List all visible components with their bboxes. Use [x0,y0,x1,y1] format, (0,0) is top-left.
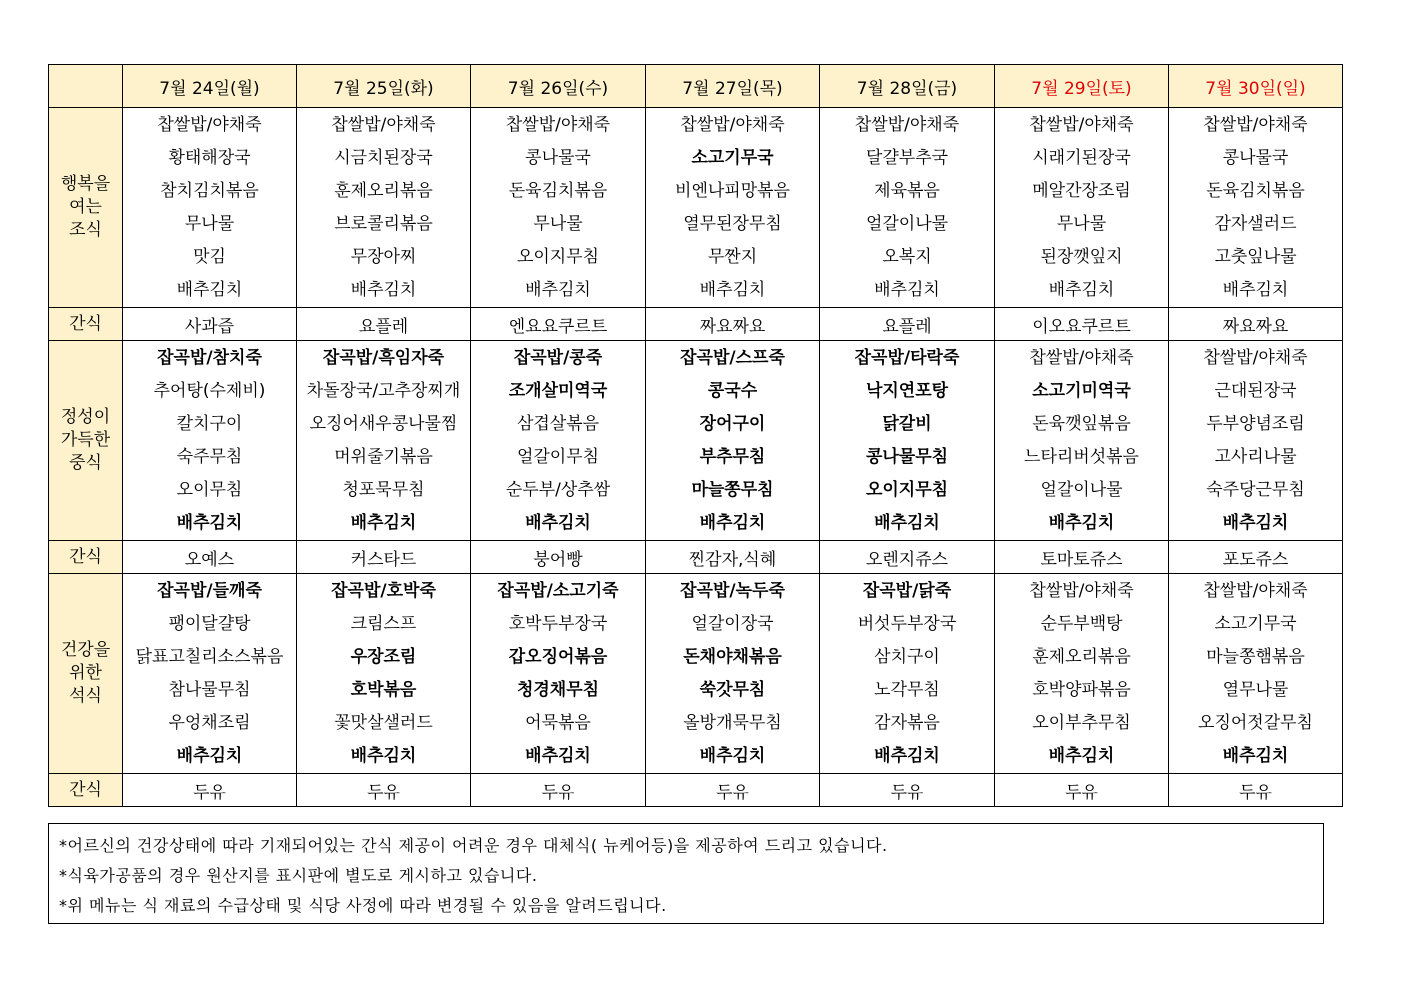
snack-cell: 토마토쥬스 [995,541,1169,574]
menu-item: 황태해장국 [168,148,251,168]
menu-item: 올방개묵무침 [683,713,782,733]
menu-item: 메알간장조림 [1032,181,1131,201]
menu-item: 차돌장국/고추장찌개 [306,381,461,401]
menu-item: 조개살미역국 [508,381,608,401]
note-line: *식육가공품의 경우 원산지를 표시판에 별도로 게시하고 있습니다. [59,866,538,885]
menu-item: 시래기된장국 [1032,148,1131,168]
menu-item: 감자볶음 [874,713,940,733]
menu-item: 무나물 [184,214,235,234]
menu-item: 배추김치 [525,746,591,766]
day-header: 7월 30일(일) [1169,65,1343,108]
menu-item: 꽃맛살샐러드 [334,713,433,733]
menu-item: 배추김치 [176,746,243,766]
menu-item: 찹쌀밥/야채죽 [1203,115,1308,135]
day-header: 7월 25일(화) [297,65,471,108]
note-line: *어르신의 건강상태에 따라 기재되어있는 간식 제공이 어려운 경우 대체식( 뉴케어등)을 제공하여 드리고 있습니다. [59,836,888,855]
menu-item: 배추김치 [350,280,417,300]
meal-cell [646,341,820,541]
menu-item: 무나물 [533,214,583,234]
snack-label: 간식 [49,541,123,574]
menu-item: 숙주당근무침 [1206,480,1305,500]
menu-item: 배추김치 [699,513,766,533]
menu-item: 잡곡밥/녹두죽 [680,581,785,601]
menu-item: 콩나물국 [1222,148,1289,168]
menu-item: 삼겹살볶음 [516,414,600,434]
snack-cell: 오렌지쥬스 [820,541,995,574]
snack-cell: 두유 [995,774,1169,807]
meal-cell [297,108,471,308]
menu-item: 잡곡밥/들깨죽 [157,581,262,601]
meal-label: 정성이 가득한 중식 [49,341,123,541]
menu-item: 오이지무침 [516,247,600,267]
menu-item: 호박양파볶음 [1032,680,1131,700]
snack-cell: 짜요짜요 [646,308,820,341]
meal-label: 행복을 여는 조식 [49,108,123,308]
menu-item: 소고기미역국 [1032,381,1131,401]
meal-cell [471,574,646,774]
snack-cell: 두유 [123,774,297,807]
menu-item: 찹쌀밥/야채죽 [680,115,785,135]
meal-cell [995,341,1169,541]
menu-item: 두부양념조림 [1206,414,1305,434]
meal-cell [995,574,1169,774]
day-header: 7월 26일(수) [471,65,646,108]
meal-cell [646,108,820,308]
menu-item: 훈제오리볶음 [1032,647,1131,667]
menu-item: 잡곡밥/스프죽 [680,348,785,368]
menu-item: 쑥갓무침 [699,680,766,700]
meal-cell [646,574,820,774]
menu-item: 찹쌀밥/야채죽 [157,115,262,135]
menu-item: 배추김치 [1222,513,1289,533]
meal-cell [820,108,995,308]
menu-item: 칼치구이 [176,414,243,434]
menu-item: 버섯두부장국 [857,614,957,634]
menu-item: 순두부/상추쌈 [505,480,611,500]
menu-item: 마늘쫑햄볶음 [1206,647,1305,667]
menu-item: 훈제오리볶음 [334,181,433,201]
meal-cell [123,341,297,541]
menu-item: 오이지무침 [865,480,949,500]
menu-item: 팽이달걀탕 [168,614,251,634]
menu-item: 배추김치 [350,746,417,766]
menu-item: 콩국수 [707,381,758,401]
snack-cell: 찐감자,식혜 [646,541,820,574]
menu-item: 숙주무침 [176,447,243,467]
menu-item: 찹쌀밥/야채죽 [1029,581,1134,601]
menu-item: 머위줄기볶음 [334,447,433,467]
menu-item: 얼갈이나물 [865,214,949,234]
menu-item: 돈육김치볶음 [1206,181,1305,201]
menu-item: 찹쌀밥/야채죽 [1029,348,1134,368]
snack-cell: 오예스 [123,541,297,574]
menu-item: 얼갈이나물 [1040,480,1123,500]
menu-item: 우장조림 [350,647,417,667]
weekly-menu-table [48,64,1343,807]
note-line: *위 메뉴는 식 재료의 수급상태 및 식당 사정에 따라 변경될 수 있음을 알려드립니다. [59,896,667,915]
menu-item: 달걀부추국 [865,148,949,168]
menu-item: 오복지 [882,247,932,267]
menu-item: 호박볶음 [350,680,417,700]
menu-item: 잡곡밥/참치죽 [157,348,262,368]
snack-cell: 두유 [1169,774,1343,807]
snack-label: 간식 [49,308,123,341]
snack-cell: 두유 [471,774,646,807]
menu-item: 노각무침 [874,680,940,700]
menu-item: 얼갈이장국 [691,614,774,634]
menu-item: 무짠지 [707,247,758,267]
menu-item: 청경채무침 [516,680,600,700]
menu-item: 열무된장무침 [683,214,782,234]
menu-item: 배추김치 [1048,746,1115,766]
menu-item: 배추김치 [1222,280,1289,300]
day-header: 7월 29일(토) [995,65,1169,108]
menu-item: 갑오징어볶음 [508,647,608,667]
meal-cell [995,108,1169,308]
day-header: 7월 28일(금) [820,65,995,108]
menu-item: 찹쌀밥/야채죽 [505,115,611,135]
menu-item: 소고기무국 [1214,614,1297,634]
menu-item: 오이무침 [176,480,243,500]
menu-item: 돈채야채볶음 [683,647,782,667]
meal-cell [471,108,646,308]
menu-item: 부추무침 [699,447,766,467]
day-header: 7월 27일(목) [646,65,820,108]
menu-item: 참치김치볶음 [160,181,259,201]
menu-item: 찹쌀밥/야채죽 [1203,348,1308,368]
snack-cell: 요플레 [820,308,995,341]
menu-item: 청포묵무침 [342,480,425,500]
menu-item: 잡곡밥/닭죽 [862,581,952,601]
menu-item: 오징어새우콩나물찜 [309,414,458,434]
snack-cell: 커스타드 [297,541,471,574]
menu-item: 잡곡밥/호박죽 [331,581,436,601]
meal-cell [123,108,297,308]
menu-item: 순두부백탕 [1040,614,1123,634]
menu-item: 찹쌀밥/야채죽 [1029,115,1134,135]
menu-item: 장어구이 [699,414,766,434]
menu-item: 감자샐러드 [1214,214,1297,234]
menu-body [49,108,1343,807]
menu-item: 배추김치 [699,746,766,766]
menu-item: 배추김치 [699,280,766,300]
menu-item: 얼갈이무침 [516,447,600,467]
snack-row [49,774,1343,807]
menu-item: 배추김치 [874,280,940,300]
menu-item: 콩나물국 [525,148,591,168]
menu-item: 브로콜리볶음 [334,214,433,234]
day-header: 7월 24일(월) [123,65,297,108]
meal-cell [820,574,995,774]
meal-cell [1169,341,1343,541]
menu-item: 우엉채조림 [168,713,251,733]
meal-cell [471,341,646,541]
menu-item: 열무나물 [1222,680,1289,700]
meal-cell [123,574,297,774]
menu-item: 시금치된장국 [334,148,433,168]
snack-label: 간식 [49,774,123,807]
meal-cell [820,341,995,541]
menu-item: 비엔나피망볶음 [675,181,790,201]
menu-item: 호박두부장국 [508,614,608,634]
menu-item: 낙지연포탕 [865,381,949,401]
snack-row [49,308,1343,341]
snack-cell: 사과즙 [123,308,297,341]
menu-item: 배추김치 [1048,280,1115,300]
menu-item: 찹쌀밥/야채죽 [1203,581,1308,601]
menu-item: 찹쌀밥/야채죽 [854,115,960,135]
meal-row [49,108,1343,308]
meal-cell [1169,108,1343,308]
menu-item: 배추김치 [1048,513,1115,533]
menu-item: 제육볶음 [874,181,940,201]
menu-item: 닭표고칠리소스볶음 [135,647,284,667]
menu-item: 삼치구이 [874,647,940,667]
snack-cell: 두유 [646,774,820,807]
menu-item: 잡곡밥/소고기죽 [497,581,619,601]
menu-item: 배추김치 [525,513,591,533]
menu-item: 배추김치 [1222,746,1289,766]
menu-item: 배추김치 [525,280,591,300]
menu-item: 배추김치 [874,746,940,766]
snack-cell: 붕어빵 [471,541,646,574]
menu-item: 마늘쫑무침 [691,480,774,500]
menu-item: 고사리나물 [1214,447,1297,467]
snack-cell: 두유 [297,774,471,807]
snack-cell: 두유 [820,774,995,807]
menu-item: 무장아찌 [350,247,417,267]
snack-cell: 이오요쿠르트 [995,308,1169,341]
menu-item: 크림스프 [350,614,417,634]
menu-item: 근대된장국 [1214,381,1297,401]
menu-item: 찹쌀밥/야채죽 [331,115,436,135]
menu-item: 돈육김치볶음 [508,181,608,201]
snack-cell: 짜요짜요 [1169,308,1343,341]
menu-item: 추어탕(수제비) [153,381,266,401]
menu-item: 소고기무국 [691,148,774,168]
snack-cell: 요플레 [297,308,471,341]
menu-item: 된장깻잎지 [1040,247,1123,267]
meal-cell [297,341,471,541]
menu-item: 참나물무침 [168,680,251,700]
meal-cell [1169,574,1343,774]
menu-item: 배추김치 [176,513,243,533]
menu-item: 콩나물무침 [865,447,949,467]
snack-cell: 포도쥬스 [1169,541,1343,574]
menu-item: 고춧잎나물 [1214,247,1297,267]
menu-item: 배추김치 [350,513,417,533]
snack-row [49,541,1343,574]
menu-item: 배추김치 [874,513,940,533]
meal-row [49,574,1343,774]
menu-item: 느타리버섯볶음 [1024,447,1139,467]
menu-item: 맛김 [193,247,226,267]
menu-item: 오징어젓갈무침 [1198,713,1313,733]
meal-label: 건강을 위한 석식 [49,574,123,774]
menu-item: 어묵볶음 [525,713,591,733]
corner-cell [49,65,123,108]
menu-item: 잡곡밥/흑임자죽 [322,348,445,368]
menu-item: 돈육깻잎볶음 [1032,414,1131,434]
notes-box [48,823,1324,924]
menu-item: 잡곡밥/콩죽 [513,348,603,368]
menu-item: 잡곡밥/타락죽 [854,348,960,368]
menu-item: 닭갈비 [882,414,932,434]
header-row [49,65,1343,108]
meal-cell [297,574,471,774]
meal-row [49,341,1343,541]
menu-item: 배추김치 [176,280,243,300]
snack-cell: 엔요요쿠르트 [471,308,646,341]
menu-item: 오이부추무침 [1032,713,1131,733]
menu-item: 무나물 [1056,214,1107,234]
